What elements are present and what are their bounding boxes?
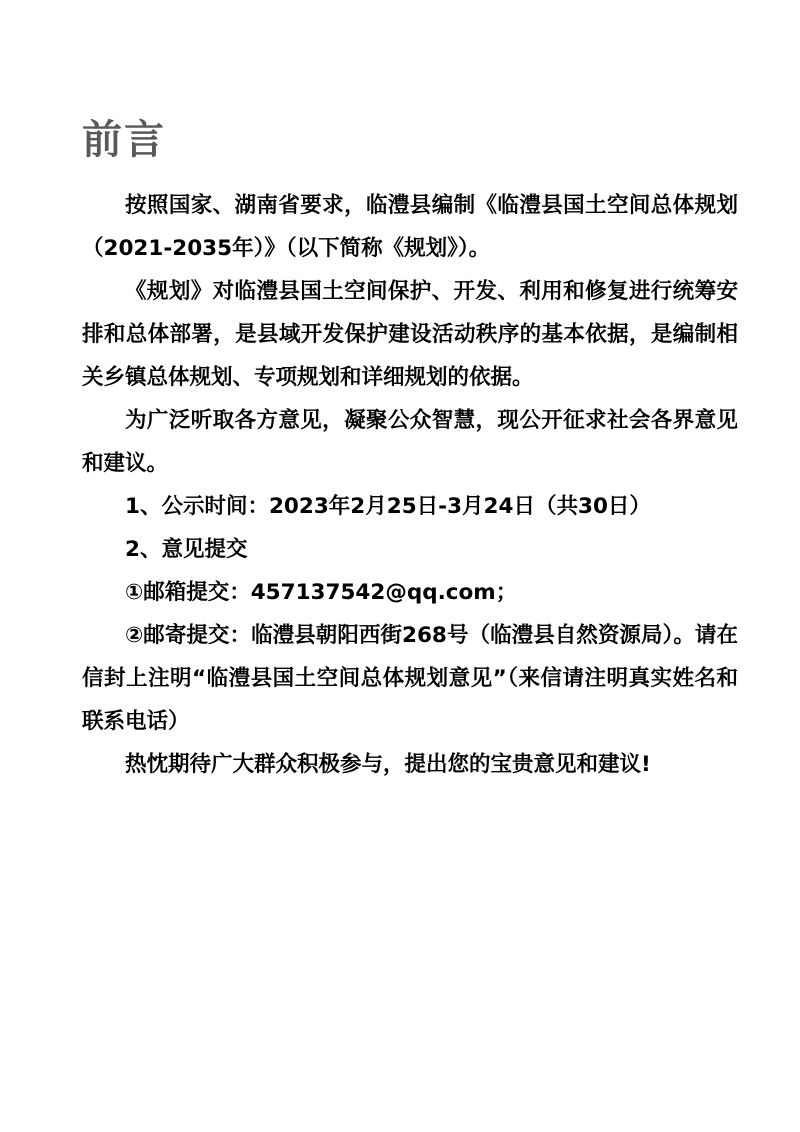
paragraph-submission-heading: 2、意见提交	[125, 537, 248, 562]
paragraph-mail-submission: ②邮寄提交：临澧县朝阳西街268号（临澧县自然资源局）。请在信封上注明“临澧县国土空间总体规划意见”（来信请注明真实姓名和联系电话）	[82, 623, 738, 734]
page-title: 前言	[82, 117, 166, 163]
document-body	[82, 184, 738, 786]
paragraph-publicity-period: 1、公示时间：2023年2月25日-3月24日（共30日）	[125, 494, 651, 519]
paragraph-public-opinion: 为广泛听取各方意见，凝聚公众智慧，现公开征求社会各界意见和建议。	[82, 408, 738, 476]
paragraph-email-submission: ①邮箱提交：457137542@qq.com；	[125, 580, 518, 605]
paragraph-closing: 热忱期待广大群众积极参与，提出您的宝贵意见和建议!	[125, 752, 651, 777]
paragraph-intro: 按照国家、湖南省要求，临澧县编制《临澧县国土空间总体规划（2021-2035年）》（以下简称《规划》）。	[82, 193, 738, 261]
paragraph-plan-scope: 《规划》对临澧县国土空间保护、开发、利用和修复进行统筹安排和总体部署，是县域开发保护建设活动秩序的基本依据，是编制相关乡镇总体规划、专项规划和详细规划的依据。	[82, 279, 738, 390]
